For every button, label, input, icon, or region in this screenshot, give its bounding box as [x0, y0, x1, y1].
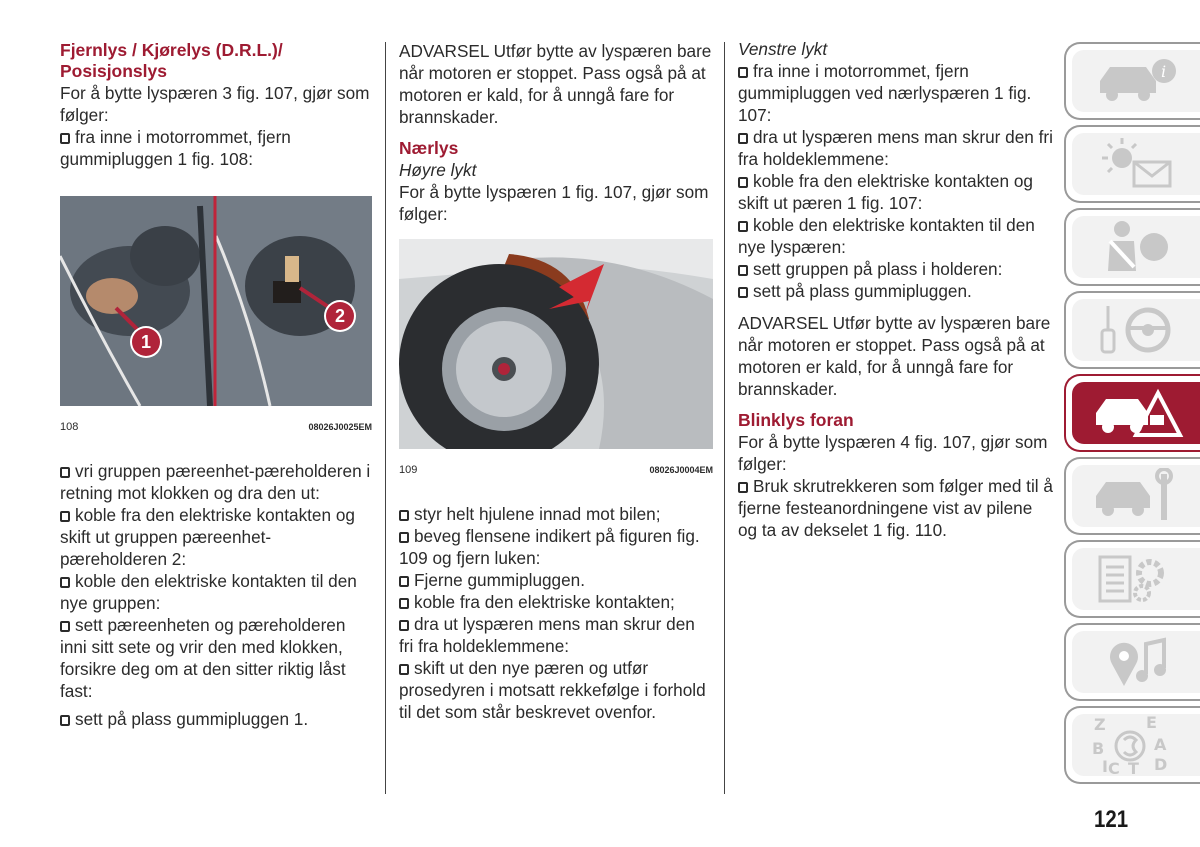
- tab-car-info[interactable]: [1064, 42, 1200, 120]
- checkbox-bullet-icon: [399, 598, 409, 609]
- car-info-icon: [1088, 53, 1184, 109]
- subheading-right-lamp: Høyre lykt: [399, 160, 477, 180]
- column-divider: [385, 42, 386, 794]
- warning-text: ADVARSEL Utfør bytte av lyspæren bare når motoren er stoppet. Pass også på at motoren er kald, for å unngå fare for brannskader.: [399, 41, 712, 127]
- column-divider: [724, 42, 725, 794]
- seatbelt-airbag-icon: [1088, 219, 1184, 275]
- intro-text: For å bytte lyspæren 4 fig. 107, gjør som følger:: [738, 432, 1048, 474]
- index-letter: E: [1146, 714, 1157, 732]
- tab-media-nav[interactable]: [1064, 623, 1200, 701]
- index-letter: D: [1154, 755, 1168, 774]
- figure-code: 08026J0004EM: [649, 465, 713, 475]
- tab-seatbelt-airbag[interactable]: [1064, 208, 1200, 286]
- tab-key-steering[interactable]: [1064, 291, 1200, 369]
- checkbox-bullet-icon: [60, 133, 70, 144]
- checkbox-bullet-icon: [60, 577, 70, 588]
- index-letter: B: [1092, 739, 1105, 758]
- step-item: dra ut lyspæren mens man skrur den fri fra holdeklemmene:: [738, 127, 1053, 169]
- step-item: koble fra den elektriske kontakten og skift ut gruppen pæreenhet-pæreholderen 2:: [60, 505, 355, 569]
- step-item: koble fra den elektriske kontakten og skift ut pæren 1 fig. 107:: [738, 171, 1033, 213]
- section-heading-front-indicator: Blinklys foran: [738, 410, 854, 430]
- index-letter: C: [1108, 759, 1120, 776]
- page-number: 121: [1093, 806, 1128, 833]
- svg-text:i: i: [1161, 62, 1167, 81]
- checkbox-bullet-icon: [738, 177, 748, 188]
- tab-lights-mail[interactable]: [1064, 125, 1200, 203]
- checkbox-bullet-icon: [60, 715, 70, 726]
- tab-car-wrench[interactable]: [1064, 457, 1200, 535]
- column-1: [60, 40, 372, 730]
- step-item: Bruk skrutrekkeren som følger med til å fjerne festeanordningene vist av pilene og ta av dekselet 1 fig. 110.: [738, 476, 1053, 540]
- step-item: koble fra den elektriske kontakten;: [399, 591, 713, 613]
- callout-2: 2: [326, 302, 354, 330]
- checkbox-bullet-icon: [60, 511, 70, 522]
- callout-1: 1: [132, 328, 160, 356]
- key-steering-icon: [1088, 302, 1184, 358]
- tab-specs-gear[interactable]: [1064, 540, 1200, 618]
- step-item: sett gruppen på plass i holderen:: [738, 258, 1054, 280]
- specs-gear-icon: [1088, 551, 1184, 607]
- step-item: sett pæreenheten og pæreholderen inni sitt sete og vrir den med klokken, forsikre deg om at den sitter riktig låst fast:: [60, 615, 346, 701]
- car-warning-icon: [1088, 385, 1184, 441]
- checkbox-bullet-icon: [399, 532, 409, 543]
- subheading-left-lamp: Venstre lykt: [738, 39, 828, 59]
- checkbox-bullet-icon: [738, 133, 748, 144]
- checkbox-bullet-icon: [60, 467, 70, 478]
- index-letter: T: [1128, 759, 1139, 776]
- tab-alphabet-index[interactable]: [1064, 706, 1200, 784]
- step-item: fra inne i motorrommet, fjern gummipluggen ved nærlyspæren 1 fig. 107:: [738, 61, 1032, 125]
- step-item: dra ut lyspæren mens man skrur den fri fra holdeklemmene:: [399, 614, 695, 656]
- checkbox-bullet-icon: [399, 664, 409, 675]
- checkbox-bullet-icon: [399, 576, 409, 587]
- checkbox-bullet-icon: [738, 287, 748, 298]
- checkbox-bullet-icon: [738, 265, 748, 276]
- figure-number: 109: [399, 464, 418, 476]
- step-item: sett på plass gummipluggen.: [738, 280, 1054, 302]
- section-heading-high-beam: Fjernlys / Kjørelys (D.R.L.)/ Posisjonslys: [60, 40, 283, 81]
- step-item: styr helt hjulene innad mot bilen;: [399, 503, 713, 525]
- lights-mail-icon: [1088, 136, 1184, 192]
- step-item: koble den elektriske kontakten til den nye gruppen:: [60, 571, 357, 613]
- step-item: skift ut den nye pæren og utfør prosedyren i motsatt rekkefølge i forhold til det som står beskrevet ovenfor.: [399, 658, 706, 722]
- figure-109-image: [399, 239, 713, 449]
- tab-car-warning[interactable]: [1064, 374, 1200, 452]
- checkbox-bullet-icon: [738, 482, 748, 493]
- figure-number: 108: [60, 421, 79, 433]
- column-3: [738, 38, 1054, 541]
- step-item: koble den elektriske kontakten til den nye lyspæren:: [738, 215, 1035, 257]
- index-letter: I: [1102, 757, 1108, 776]
- checkbox-bullet-icon: [60, 621, 70, 632]
- index-letter: A: [1154, 735, 1167, 754]
- step-item: Fjerne gummipluggen.: [399, 569, 713, 591]
- alphabet-index-icon: [1088, 714, 1184, 776]
- figure-code: 08026J0025EM: [308, 422, 372, 432]
- figure-caption: [399, 459, 713, 481]
- intro-text: For å bytte lyspæren 3 fig. 107, gjør som følger:: [60, 83, 370, 125]
- column-2: [399, 40, 713, 723]
- checkbox-bullet-icon: [399, 510, 409, 521]
- figure-caption: [60, 416, 372, 438]
- warning-text: ADVARSEL Utfør bytte av lyspæren bare når motoren er stoppet. Pass også på at motoren er kald, for å unngå fare for brannskader.: [738, 313, 1051, 399]
- step-item: sett på plass gummipluggen 1.: [60, 708, 372, 730]
- media-nav-icon: [1088, 634, 1184, 690]
- checkbox-bullet-icon: [399, 620, 409, 631]
- car-wrench-icon: [1088, 468, 1184, 524]
- step-item: beveg flensene indikert på figuren fig. 109 og fjern luken:: [399, 526, 700, 568]
- index-letter: Z: [1094, 715, 1106, 734]
- checkbox-bullet-icon: [738, 67, 748, 78]
- intro-text: For å bytte lyspæren 1 fig. 107, gjør som følger:: [399, 182, 709, 224]
- figure-108-image: [60, 196, 372, 406]
- checkbox-bullet-icon: [738, 221, 748, 232]
- section-heading-low-beam: Nærlys: [399, 138, 459, 158]
- step-item: fra inne i motorrommet, fjern gummipluggen 1 fig. 108:: [60, 127, 291, 169]
- step-item: vri gruppen pæreenhet-pæreholderen i retning mot klokken og dra den ut:: [60, 461, 371, 503]
